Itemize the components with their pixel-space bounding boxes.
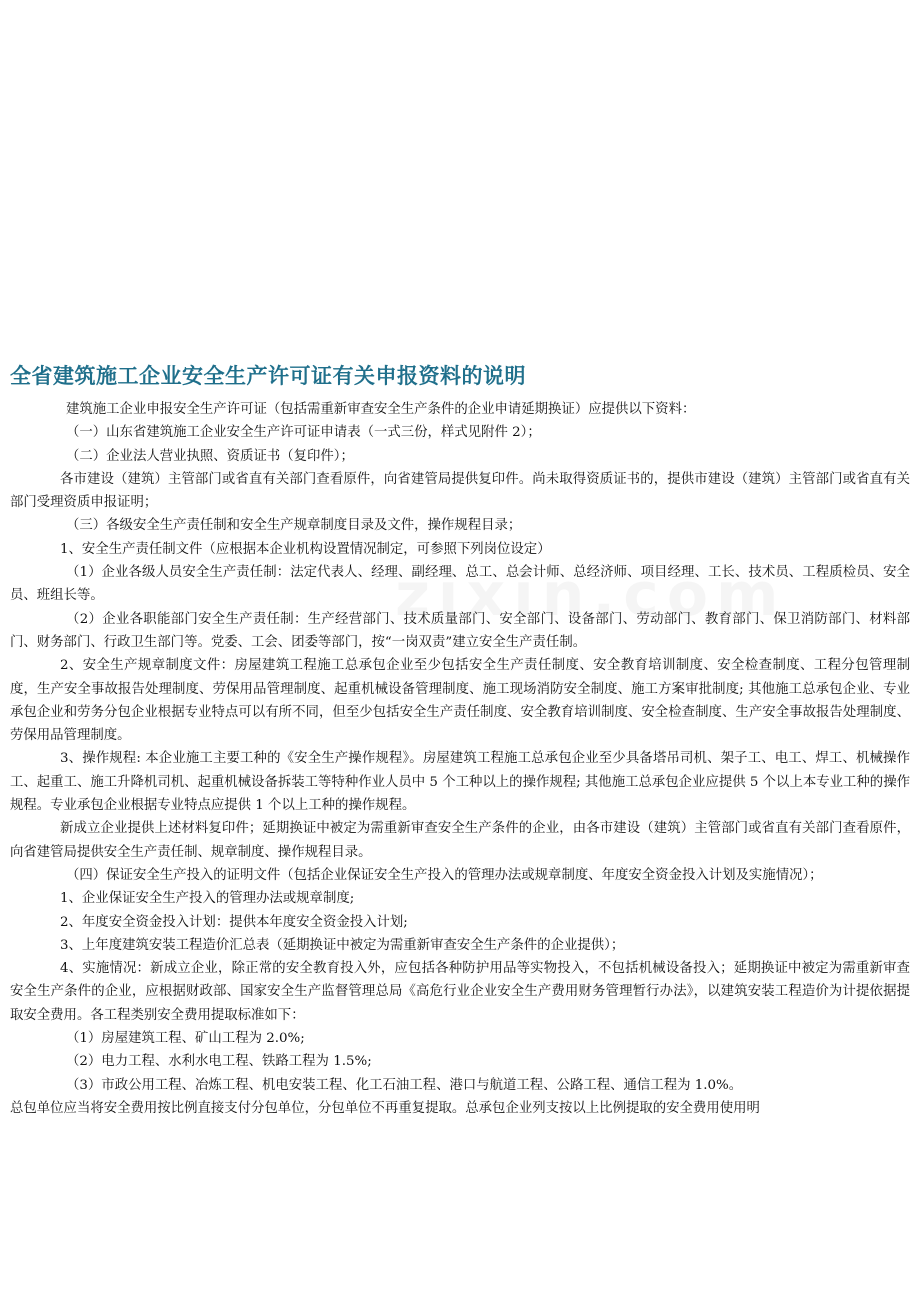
paragraph-continuation: 总包单位应当将安全费用按比例直接支付分包单位，分包单位不再重复提取。总承包企业列支按以上比例提取的安全费用使用明 [10, 1100, 760, 1116]
paragraph-rate-3: （3）市政公用工程、冶炼工程、机电安装工程、化工石油工程、港口与航道工程、公路工程、通信工程为 1.0%。 [66, 1077, 743, 1093]
paragraph-item-4: （四）保证安全生产投入的证明文件（包括企业保证安全生产投入的管理办法或规章制度、年度安全资金投入计划及实施情况）； [66, 867, 823, 883]
paragraph-item-3-2: 2、安全生产规章制度文件：房屋建筑工程施工总承包企业至少包括安全生产责任制度、安全教育培训制度、安全检查制度、工程分包管理制度，生产安全事故报告处理制度、劳保用品管理制度、起重机械设备管理制度、施工现场消防安全制度、施工方案审批制度; 其他施工总承包企业、专业承包企业和劳务分包企业根据专业特点可以有所不同，但至少包括安全生产责任制度、安全教育培训制度、安全检查制度、生产安全事故报告处理制度、劳保用品管理制度。 [10, 658, 910, 744]
paragraph-intro: 建筑施工企业申报安全生产许可证（包括需重新审查安全生产条件的企业申请延期换证）应提供以下资料： [66, 402, 696, 417]
paragraph-item-3: （三）各级安全生产责任制和安全生产规章制度目录及文件，操作规程目录； [66, 518, 522, 534]
paragraph-item-3-1: 1、安全生产责任制文件（应根据本企业机构设置情况制定，可参照下列岗位设定） [60, 541, 551, 557]
paragraph-item-4-3: 3、上年度建筑安装工程造价汇总表（延期换证中被定为需重新审查安全生产条件的企业提供）； [60, 937, 625, 953]
paragraph-rate-2: （2）电力工程、水利水电工程、铁路工程为 1.5%; [66, 1054, 372, 1070]
document-body [10, 398, 910, 1120]
paragraph-item-3-3: 3、操作规程: 本企业施工主要工种的《安全生产操作规程》。房屋建筑工程施工总承包企业至少具备塔吊司机、架子工、电工、焊工、机械操作工、起重工、施工升降机司机、起重机械设备拆装工等特种作业人员中 5 个工种以上的操作规程; 其他施工总承包企业应提供 5 个以上本专业工种的操作规程。专业承包企业根据专业特点应提供 1 个以上工种的操作规程。 [10, 751, 910, 814]
paragraph-item-4-1: 1、企业保证安全生产投入的管理办法或规章制度; [60, 891, 355, 907]
paragraph-item-3-1-1: （1）企业各级人员安全生产责任制：法定代表人、经理、副经理、总工、总会计师、总经济师、项目经理、工长、技术员、工程质检员、安全员、班组长等。 [10, 565, 910, 604]
paragraph-item-2: （二）企业法人营业执照、资质证书（复印件）； [66, 448, 354, 464]
paragraph-item-2-note: 各市建设（建筑）主管部门或省直有关部门查看原件，向省建管局提供复印件。尚未取得资质证书的，提供市建设（建筑）主管部门或省直有关部门受理资质申报证明； [10, 471, 910, 511]
document-title: 全省建筑施工企业安全生产许可证有关申报资料的说明 [10, 364, 526, 388]
paragraph-item-4-4: 4、实施情况：新成立企业，除正常的安全教育投入外，应包括各种防护用品等实物投入，不包括机械设备投入；延期换证中被定为需重新审查安全生产条件的企业，应根据财政部、国家安全生产监督管理总局《高危行业企业安全生产费用财务管理暂行办法》，以建筑安装工程造价为计提依据提取安全费用。各工程类别安全费用提取标准如下： [10, 961, 910, 1023]
paragraph-rate-1: （1）房屋建筑工程、矿山工程为 2.0%; [66, 1031, 305, 1047]
paragraph-item-1: （一）山东省建筑施工企业安全生产许可证申请表（一式三份，样式见附件 2）； [66, 425, 541, 441]
paragraph-item-3-note: 新成立企业提供上述材料复印件；延期换证中被定为需重新审查安全生产条件的企业，由各市建设（建筑）主管部门或省直有关部门查看原件，向省建管局提供安全生产责任制、规章制度、操作规程目录。 [10, 821, 910, 860]
paragraph-item-4-2: 2、年度安全资金投入计划：提供本年度安全资金投入计划; [60, 914, 408, 930]
paragraph-item-3-1-2: （2）企业各职能部门安全生产责任制：生产经营部门、技术质量部门、安全部门、设备部门、劳动部门、教育部门、保卫消防部门、材料部门、财务部门、行政卫生部门等。党委、工会、团委等部门，按“一岗双责”建立安全生产责任制。 [10, 611, 910, 650]
